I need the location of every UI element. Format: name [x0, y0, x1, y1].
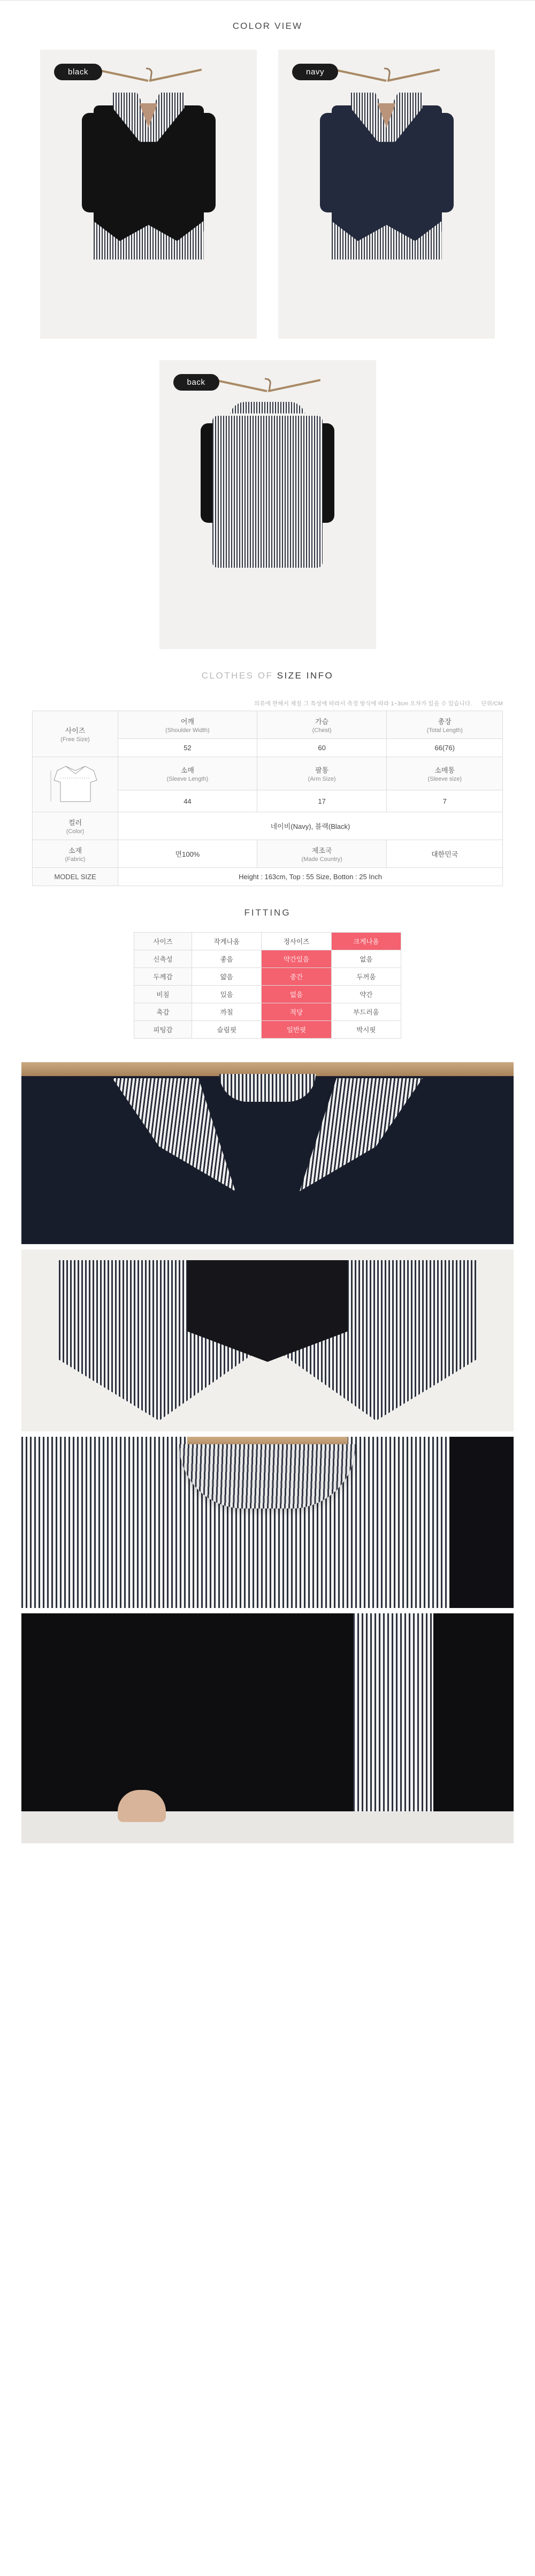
- size-info-title-hl: SIZE INFO: [277, 670, 334, 681]
- value-sleeve-length: 44: [118, 790, 257, 812]
- fitting-row-stretch-c0: 좋음: [192, 950, 262, 968]
- col-sleeve-length-sub: (Sleeve Length): [166, 776, 209, 783]
- value-sleeve-size: 7: [387, 790, 503, 812]
- row-fabric-sub: (Fabric): [65, 856, 86, 863]
- fitting-row-thickness-c0: 얇음: [192, 968, 262, 986]
- col-sleeve-size-sub: (Sleeve size): [427, 776, 462, 783]
- top-divider: [0, 0, 535, 1]
- col-chest-label: 가슴: [315, 718, 329, 726]
- model-size-label: MODEL SIZE: [33, 868, 118, 886]
- size-table: [32, 711, 503, 886]
- table-row: [134, 950, 401, 968]
- garment-illustration-black: [82, 83, 216, 260]
- size-sublabel: (Free Size): [60, 736, 90, 743]
- row-color-label: 컬러: [68, 819, 82, 827]
- table-row: [33, 711, 503, 739]
- color-view-item-navy: [278, 50, 495, 339]
- table-row: [33, 812, 503, 840]
- fitting-row-fit-c0: 슬림핏: [192, 1021, 262, 1039]
- color-view-title: COLOR VIEW: [232, 21, 303, 31]
- table-row: [134, 986, 401, 1003]
- fitting-row-fit-c1: 일반핏: [262, 1021, 331, 1039]
- row-fabric-label: 소재: [68, 847, 82, 855]
- fitting-row-touch-c0: 까칠: [192, 1003, 262, 1021]
- fitting-row-touch-label: 촉감: [134, 1003, 192, 1021]
- col-arm-size-sub: (Arm Size): [308, 776, 336, 783]
- value-arm-size: 17: [257, 790, 387, 812]
- col-shoulder: [118, 711, 257, 739]
- hanger-icon: [331, 68, 443, 96]
- hanger-icon: [93, 68, 205, 96]
- col-total-length-sub: (Total Length): [426, 727, 463, 734]
- size-note-text: 의류에 한해서 재질 그 특성에 따라서 측정 방식에 따라 1~3cm 오차가 있을 수 있습니다.: [254, 700, 472, 707]
- row-fabric-header: [33, 840, 118, 868]
- detail-photo-collar-closeup-navy: [21, 1062, 514, 1244]
- value-total-length: 66(76): [387, 739, 503, 757]
- col-sleeve-length-label: 소매: [180, 766, 194, 775]
- table-row: [134, 1021, 401, 1039]
- color-label-back: back: [173, 374, 219, 391]
- fitting-row-stretch-c1: 약간있음: [262, 950, 331, 968]
- fitting-row-seethrough-c2: 약간: [331, 986, 401, 1003]
- detail-photo-hem-zigzag: [21, 1249, 514, 1431]
- garment-diagram: [33, 757, 118, 812]
- fitting-col-small: 작게나옴: [192, 933, 262, 950]
- col-arm-size-label: 팔통: [315, 766, 329, 775]
- detail-photo-black-fabric-sleeve: [21, 1613, 514, 1843]
- fitting-row-seethrough-c1: 없음: [262, 986, 331, 1003]
- color-view-section: [0, 50, 535, 649]
- col-chest: [257, 711, 387, 739]
- fitting-row-seethrough-label: 비침: [134, 986, 192, 1003]
- garment-illustration-back: [201, 393, 334, 581]
- hanger-icon: [211, 378, 324, 406]
- table-row: [134, 1003, 401, 1021]
- color-view-item-back: [159, 360, 376, 649]
- color-label-black: black: [54, 64, 102, 80]
- row-madecountry-header: [257, 840, 387, 868]
- row-madecountry-sub: (Made Country): [301, 856, 342, 863]
- size-info-title-pre: CLOTHES OF: [201, 670, 277, 681]
- fitting-row-stretch-c2: 없음: [331, 950, 401, 968]
- fitting-row-fit-label: 피팅감: [134, 1021, 192, 1039]
- size-note: [0, 699, 503, 707]
- col-sleeve-length: [118, 757, 257, 790]
- table-row: [134, 968, 401, 986]
- fitting-title: FITTING: [244, 908, 291, 918]
- color-view-row-2: [0, 360, 535, 649]
- size-header-cell: [33, 711, 118, 757]
- detail-photos-section: [0, 1062, 535, 1843]
- fitting-row-fit-c2: 박시핏: [331, 1021, 401, 1039]
- size-unit: 단위/CM: [481, 700, 503, 707]
- product-photo-back: [159, 360, 376, 649]
- fitting-col-true: 정사이즈: [262, 933, 331, 950]
- row-fabric-value: 면100%: [118, 840, 257, 868]
- color-label-navy: navy: [292, 64, 338, 80]
- model-size-value: Height : 163cm, Top : 55 Size, Botton : 25 Inch: [118, 868, 503, 886]
- fitting-table: [134, 932, 401, 1039]
- size-info-title: [0, 670, 535, 681]
- table-row: [33, 868, 503, 886]
- tee-diagram-icon: [48, 762, 103, 807]
- fitting-row-thickness-c1: 중간: [262, 968, 331, 986]
- color-view-item-black: [40, 50, 257, 339]
- table-row: [134, 933, 401, 950]
- detail-photo-stripe-collar-closeup: [21, 1437, 514, 1608]
- col-arm-size: [257, 757, 387, 790]
- col-shoulder-sub: (Shoulder Width): [165, 727, 210, 734]
- col-total-length: [387, 711, 503, 739]
- fitting-row-touch-c1: 적당: [262, 1003, 331, 1021]
- color-view-row-1: [0, 50, 535, 339]
- row-madecountry-label: 제조국: [311, 847, 332, 855]
- product-photo-navy: [278, 50, 495, 339]
- row-color-value: 네이비(Navy), 블랙(Black): [118, 812, 503, 840]
- garment-illustration-navy: [320, 83, 454, 260]
- fitting-row-thickness-label: 두께감: [134, 968, 192, 986]
- col-chest-sub: (Chest): [312, 727, 332, 734]
- fitting-row-seethrough-c0: 있음: [192, 986, 262, 1003]
- row-madecountry-value: 대한민국: [387, 840, 503, 868]
- fitting-col-size: 사이즈: [134, 933, 192, 950]
- product-photo-black: [40, 50, 257, 339]
- col-total-length-label: 총장: [438, 718, 452, 726]
- col-sleeve-size-label: 소매통: [434, 766, 455, 775]
- table-row: [33, 757, 503, 790]
- fitting-row-thickness-c2: 두꺼움: [331, 968, 401, 986]
- row-color-header: [33, 812, 118, 840]
- value-chest: 60: [257, 739, 387, 757]
- row-color-sub: (Color): [66, 828, 85, 835]
- fitting-row-stretch-label: 신축성: [134, 950, 192, 968]
- col-shoulder-label: 어깨: [180, 718, 194, 726]
- table-row: [33, 840, 503, 868]
- fitting-col-large: 크게나옴: [331, 933, 401, 950]
- spacer: [0, 886, 535, 908]
- value-shoulder: 52: [118, 739, 257, 757]
- size-label: 사이즈: [65, 727, 86, 735]
- fitting-row-touch-c2: 부드러움: [331, 1003, 401, 1021]
- col-sleeve-size: [387, 757, 503, 790]
- spacer: [0, 649, 535, 670]
